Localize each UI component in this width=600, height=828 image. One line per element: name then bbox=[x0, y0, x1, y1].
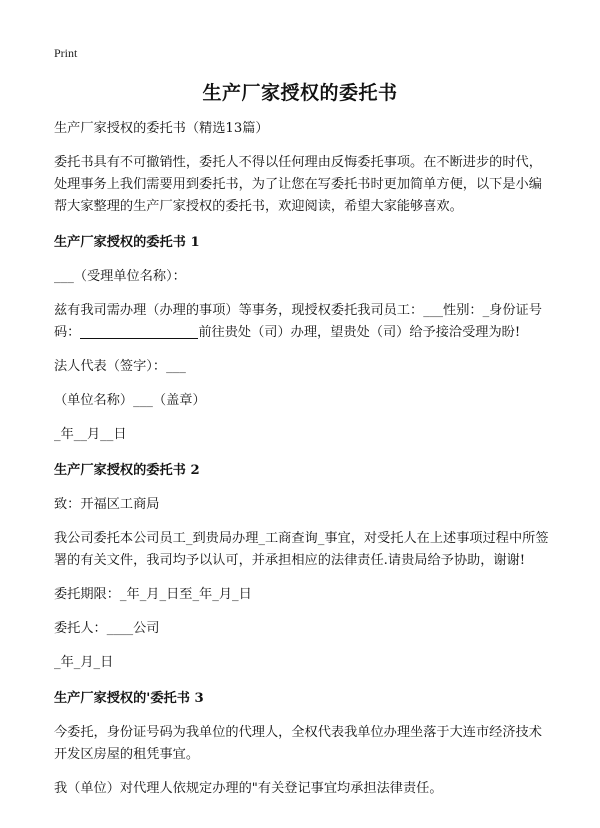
section-1-date: _年__月__日 bbox=[54, 427, 127, 442]
section-1-seal: （单位名称）___（盖章） bbox=[54, 393, 206, 408]
section-3-body: 今委托，身份证号码为我单位的代理人，全权代表我单位办理坐落于大连市经济技术开发区房屋的租凭事宜。 bbox=[54, 725, 542, 762]
section-1-signature: 法人代表（签字）：___ bbox=[54, 359, 186, 374]
section-1-heading: 生产厂家授权的委托书 1 bbox=[54, 235, 200, 250]
section-1-body-part2: 前往贵处（司）办理，望贵处（司）给予接洽受理为盼! bbox=[198, 325, 521, 340]
intro-paragraph: 委托书具有不可撤销性，委托人不得以任何理由反悔委托事项。在不断进步的时代，处理事务上我们需要用到委托书，为了让您在写委托书时更加简单方便，以下是小编帮大家整理的生产厂家授权的委托书，欢迎阅读，希望大家能够喜欢。 bbox=[54, 155, 542, 214]
section-1-recipient: ___（受理单位名称）： bbox=[54, 269, 186, 284]
section-2-recipient: 致：开福区工商局 bbox=[54, 497, 160, 512]
section-2-date: _年_月_日 bbox=[54, 655, 114, 670]
document-body bbox=[54, 118, 554, 800]
section-2-heading: 生产厂家授权的委托书 2 bbox=[54, 463, 200, 478]
section-2-body: 我公司委托本公司员工_到贵局办理_工商查询_事宜，对受托人在上述事项过程中所签署的有关文件，我司均予以认可，并承担相应的法律责任.请贵局给予协助，谢谢! bbox=[54, 531, 549, 568]
print-link[interactable]: Print bbox=[54, 46, 78, 60]
section-3-heading: 生产厂家授权的'委托书 3 bbox=[54, 691, 204, 706]
section-1-body bbox=[54, 300, 554, 344]
section-3-liability: 我（单位）对代理人依规定办理的"有关登记事宜均承担法律责任。 bbox=[54, 781, 443, 796]
document-subtitle: 生产厂家授权的委托书（精选13篇） bbox=[54, 121, 269, 136]
document-title: 生产厂家授权的委托书 bbox=[202, 82, 398, 104]
section-2-period: 委托期限：_年_月_日至_年_月_日 bbox=[54, 587, 252, 602]
section-2-principal: 委托人：____公司 bbox=[54, 621, 160, 636]
blank-underline bbox=[80, 324, 198, 339]
section-1-body-part1: 兹有我司需办理（办理的事项）等事务，现授权委托我司员工：___性别：_身份证号码： bbox=[54, 303, 542, 340]
